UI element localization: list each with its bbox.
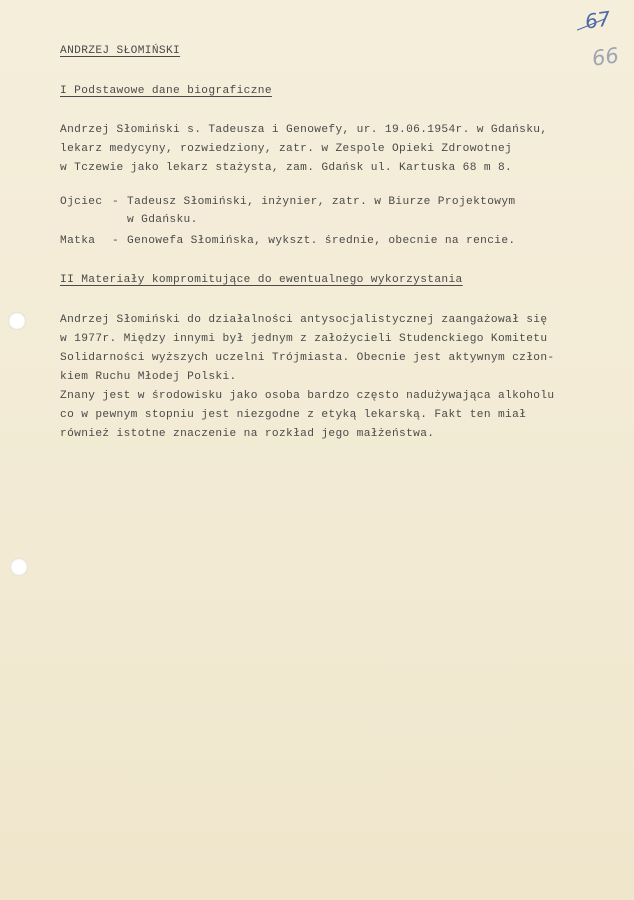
section-title-biographical: I Podstawowe dane biograficzne [60,85,272,97]
body-line: Znany jest w środowisku jako osoba bardzo często nadużywająca alkoholu [60,390,555,402]
mother-label: Matka [60,235,96,247]
body-line: co w pewnym stopniu jest niezgodne z etyką lekarską. Fakt ten miał [60,409,527,421]
bio-line: w Tczewie jako lekarz stażysta, zam. Gdańsk ul. Kartuska 68 m 8. [60,162,513,174]
bio-line: Andrzej Słomiński s. Tadeusza i Genowefy, ur. 19.06.1954r. w Gdańsku, [60,124,548,136]
body-line: kiem Ruchu Młodej Polski. [60,371,237,383]
punch-hole [10,558,28,576]
body-line: Andrzej Słomiński do działalności antysocjalistycznej zaangażował się [60,314,548,326]
handwritten-page-number: 67 [583,6,612,34]
father-details-cont: w Gdańsku. [127,214,198,226]
subject-name-heading: ANDRZEJ SŁOMIŃSKI [60,45,181,57]
body-line: Solidarności wyższych uczelni Trójmiasta. Obecnie jest aktywnym człon- [60,352,555,364]
body-line: również istotne znaczenie na rozkład jego małżeństwa. [60,428,435,440]
body-line: w 1977r. Między innymi był jednym z założycieli Studenckiego Komitetu [60,333,548,345]
bio-line: lekarz medycyny, rozwiedziony, zatr. w Zespole Opieki Zdrowotnej [60,143,513,155]
handwritten-page-number-faded: 66 [590,43,621,71]
section-title-compromising: II Materiały kompromitujące do ewentualnego wykorzystania [60,274,463,286]
father-dash: - [112,196,120,208]
father-label: Ojciec [60,196,103,208]
mother-dash: - [112,235,120,247]
punch-hole [8,312,26,330]
father-details: Tadeusz Słomiński, inżynier, zatr. w Biurze Projektowym [127,196,516,208]
mother-details: Genowefa Słomińska, wykszt. średnie, obecnie na rencie. [127,235,516,247]
